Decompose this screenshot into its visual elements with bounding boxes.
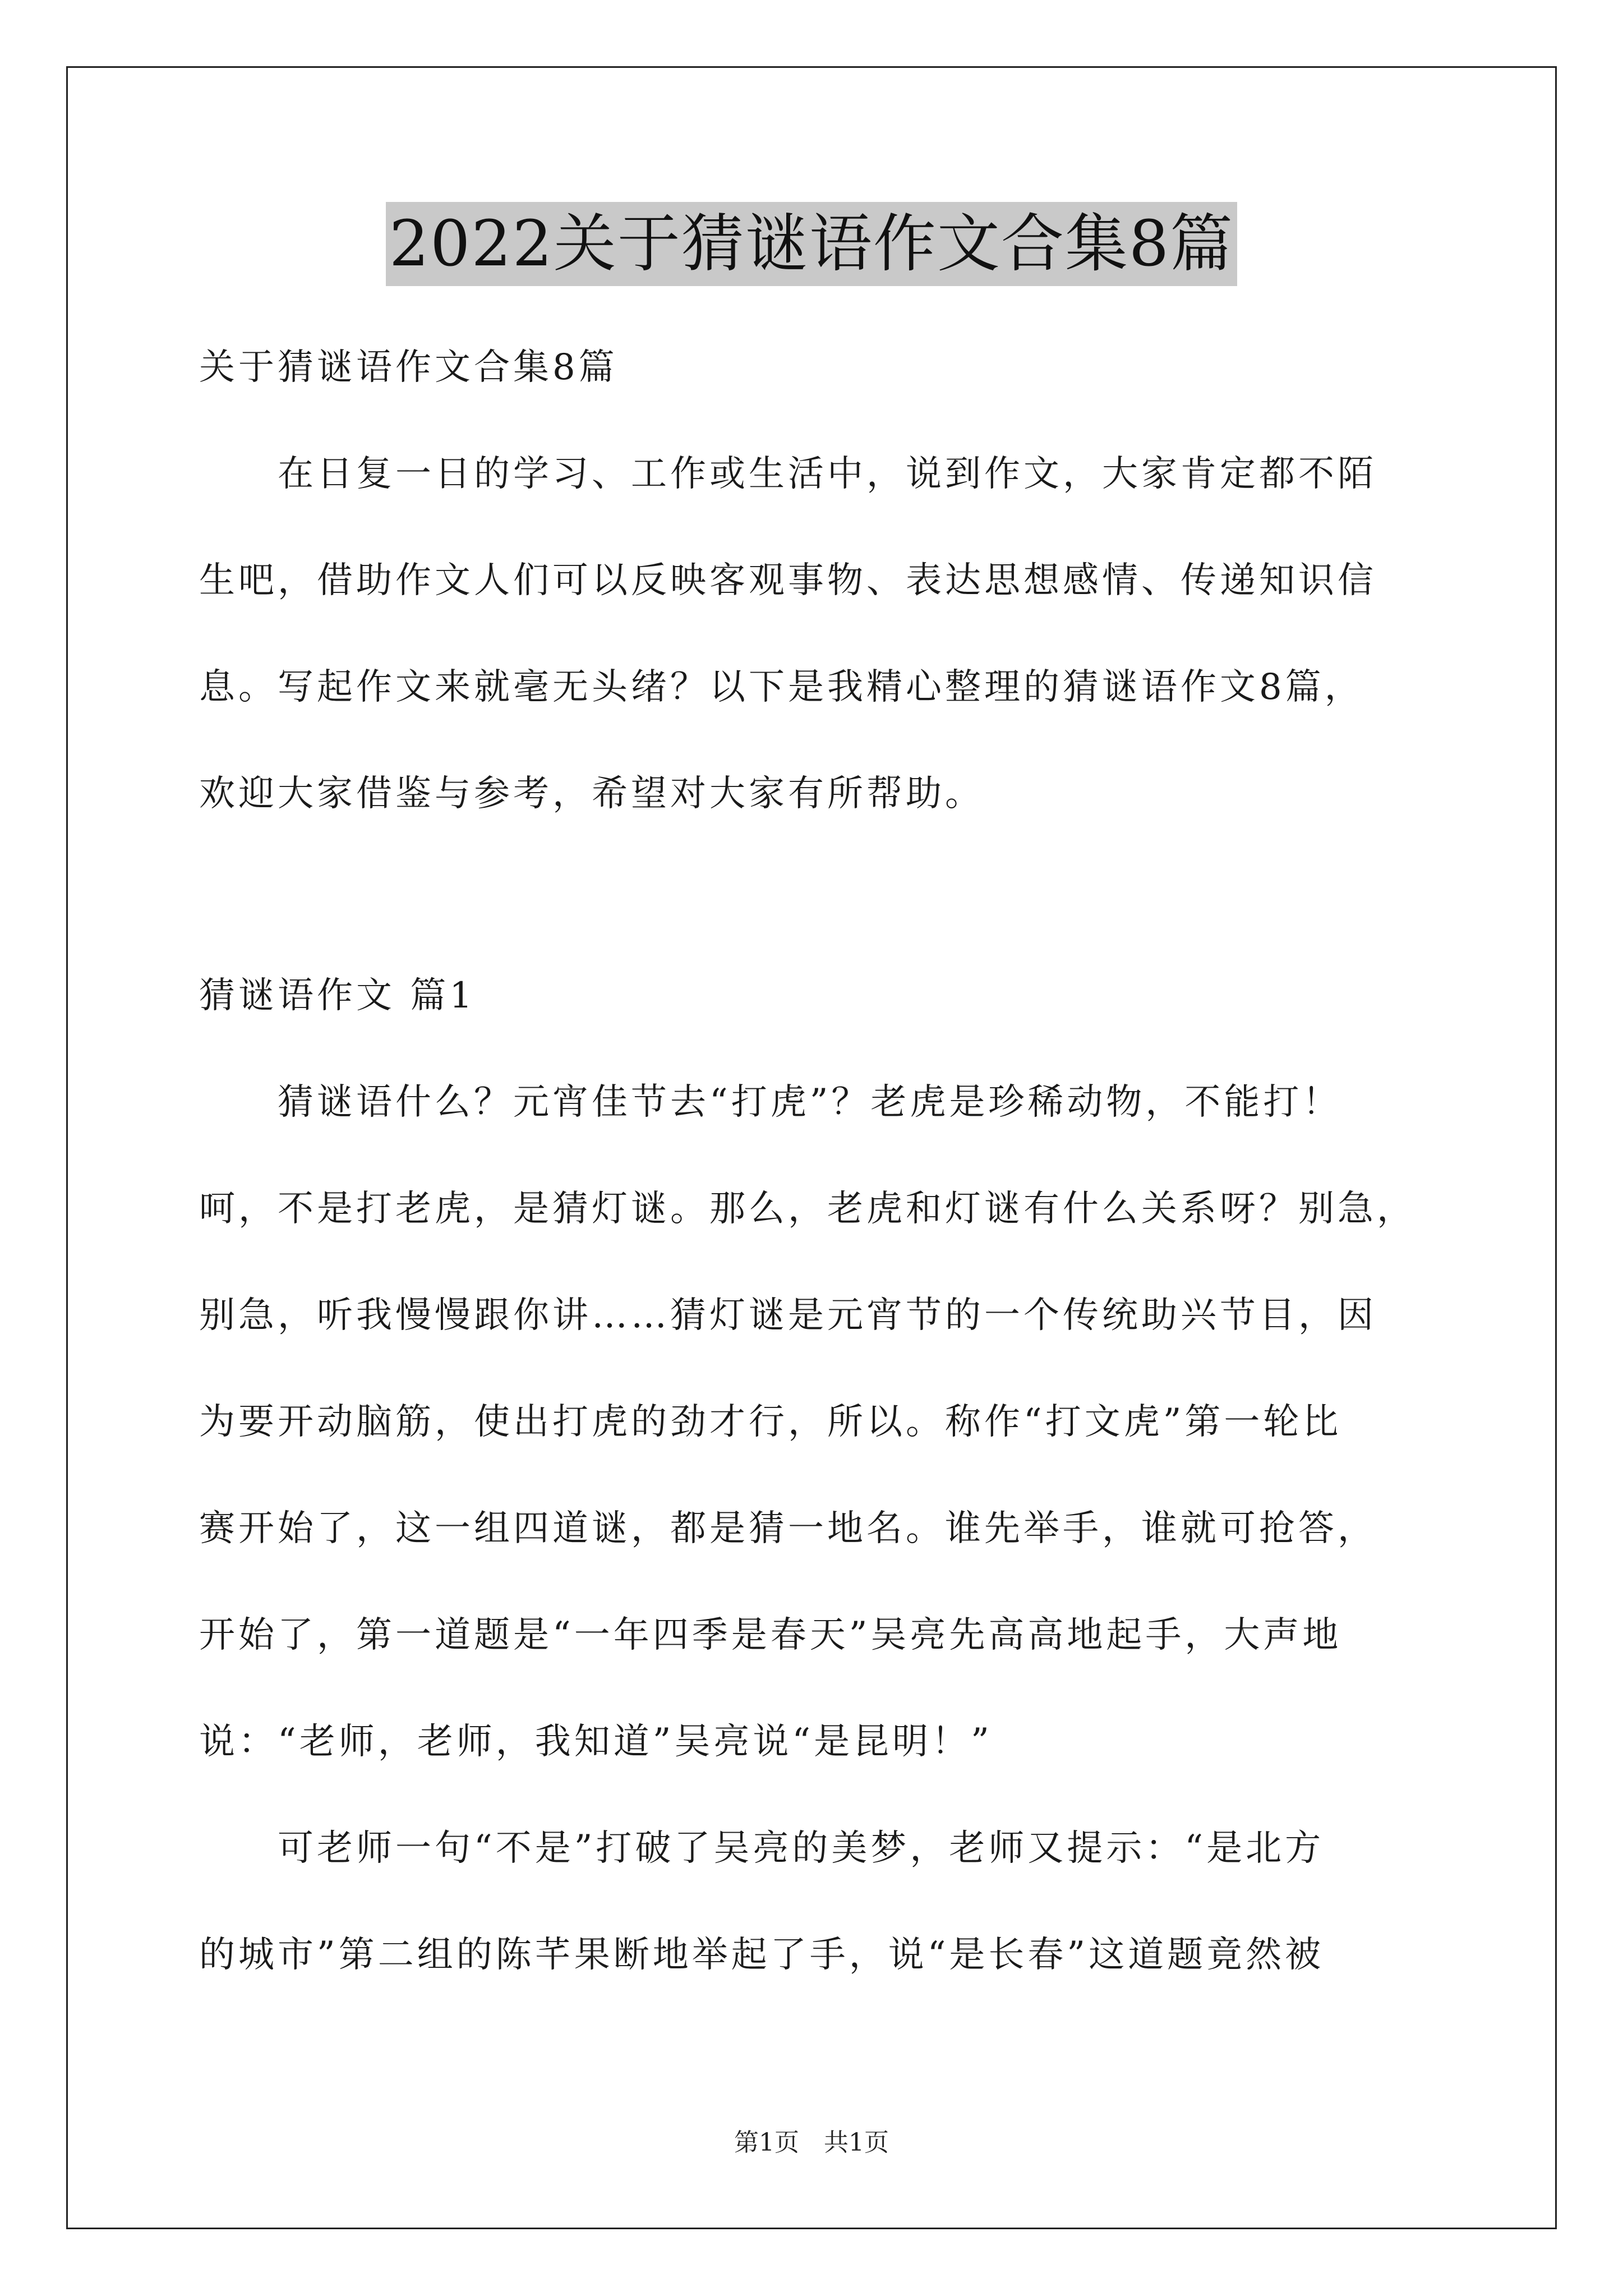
body-paragraph-2 — [199, 1795, 1455, 2008]
title-container — [0, 202, 1623, 286]
paragraph-line: 别急，听我慢慢跟你讲……猜灯谜是元宵节的一个传统助兴节目，因 — [199, 1295, 1377, 1336]
section-spacer — [199, 847, 1455, 942]
paragraph-line: 为要开动脑筋，使出打虎的劲才行，所以。称作“打文虎”第一轮比 — [199, 1401, 1342, 1443]
paragraph-line: 猜谜语什么？元宵佳节去“打虎”？老虎是珍稀动物，不能打！ — [278, 1082, 1342, 1123]
intro-paragraph — [199, 421, 1455, 847]
document-body — [199, 314, 1455, 2008]
paragraph-line: 可老师一句“不是”打破了吴亮的美梦，老师又提示：“是北方 — [278, 1828, 1325, 1869]
document-subtitle: 关于猜谜语作文合集8篇 — [199, 347, 618, 388]
page-number-footer: 第1页 共1页 — [734, 2128, 889, 2157]
body-paragraph-1 — [199, 1049, 1455, 1795]
paragraph-line: 说：“老师，老师，我知道”吴亮说“是昆明！” — [199, 1721, 993, 1763]
document-title: 2022关于猜谜语作文合集8篇 — [386, 202, 1237, 286]
section-heading: 猜谜语作文 篇1 — [199, 975, 476, 1016]
paragraph-line: 呵，不是打老虎，是猜灯谜。那么，老虎和灯谜有什么关系呀？别急， — [199, 1188, 1416, 1230]
intro-line: 在日复一日的学习、工作或生活中，说到作文，大家肯定都不陌 — [278, 453, 1377, 495]
paragraph-line: 开始了，第一道题是“一年四季是春天”吴亮先高高地起手，大声地 — [199, 1614, 1342, 1656]
paragraph-line: 赛开始了，这一组四道谜，都是猜一地名。谁先举手，谁就可抢答， — [199, 1508, 1377, 1549]
intro-line: 生吧，借助作文人们可以反映客观事物、表达思想感情、传递知识信 — [199, 560, 1377, 601]
paragraph-line: 的城市”第二组的陈芊果断地举起了手，说“是长春”这道题竟然被 — [199, 1934, 1325, 1976]
intro-line: 欢迎大家借鉴与参考，希望对大家有所帮助。 — [199, 773, 984, 815]
intro-line: 息。写起作文来就毫无头绪？以下是我精心整理的猜谜语作文8篇， — [199, 666, 1364, 708]
